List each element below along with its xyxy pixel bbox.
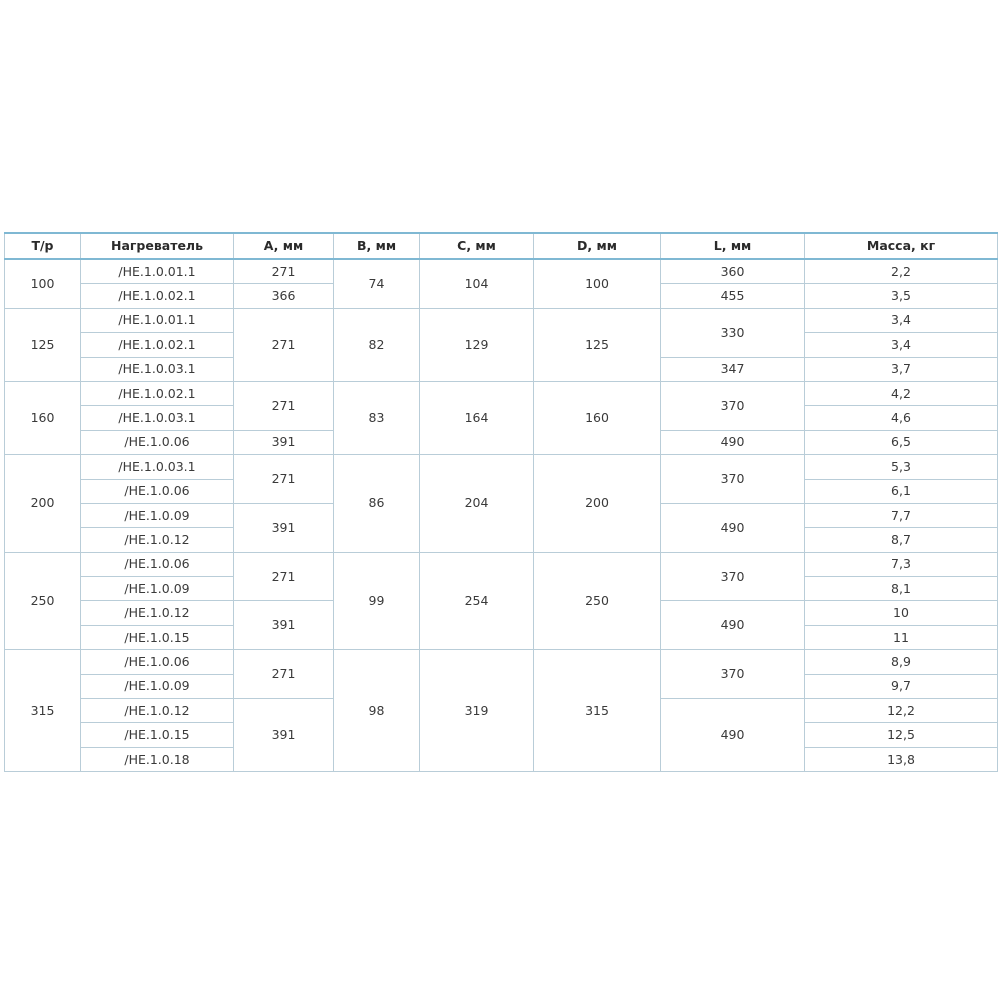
cell-mass: 12,5 [805, 723, 998, 747]
cell-heater: /HE.1.0.03.1 [81, 357, 234, 381]
cell-mass: 3,5 [805, 284, 998, 308]
cell-mass: 2,2 [805, 259, 998, 284]
table-row [5, 455, 998, 479]
header-d: D, мм [534, 233, 661, 259]
cell-a: 271 [234, 308, 334, 381]
cell-d: 125 [534, 308, 661, 381]
cell-mass: 11 [805, 625, 998, 649]
cell-mass: 8,7 [805, 528, 998, 552]
cell-b: 74 [334, 259, 420, 308]
cell-l: 370 [661, 650, 805, 699]
header-mass: Масса, кг [805, 233, 998, 259]
cell-l: 347 [661, 357, 805, 381]
table-row [5, 552, 998, 576]
table-row [5, 381, 998, 405]
cell-c: 129 [420, 308, 534, 381]
table-header [5, 233, 998, 259]
cell-mass: 4,2 [805, 381, 998, 405]
cell-l: 490 [661, 430, 805, 454]
cell-l: 490 [661, 699, 805, 772]
cell-l: 490 [661, 503, 805, 552]
cell-l: 490 [661, 601, 805, 650]
cell-a: 391 [234, 503, 334, 552]
header-b: B, мм [334, 233, 420, 259]
cell-heater: /HE.1.0.03.1 [81, 406, 234, 430]
cell-heater: /HE.1.0.09 [81, 503, 234, 527]
cell-heater: /HE.1.0.01.1 [81, 308, 234, 332]
header-row [5, 233, 998, 259]
cell-c: 319 [420, 650, 534, 772]
cell-d: 250 [534, 552, 661, 650]
cell-heater: /HE.1.0.12 [81, 601, 234, 625]
cell-b: 98 [334, 650, 420, 772]
cell-mass: 8,1 [805, 577, 998, 601]
cell-heater: /HE.1.0.09 [81, 577, 234, 601]
cell-tr: 100 [5, 259, 81, 308]
cell-mass: 6,1 [805, 479, 998, 503]
cell-mass: 3,4 [805, 333, 998, 357]
cell-c: 254 [420, 552, 534, 650]
cell-l: 370 [661, 455, 805, 504]
cell-mass: 7,3 [805, 552, 998, 576]
header-a: A, мм [234, 233, 334, 259]
cell-a: 391 [234, 601, 334, 650]
cell-heater: /HE.1.0.06 [81, 552, 234, 576]
table-row [5, 650, 998, 674]
cell-mass: 3,7 [805, 357, 998, 381]
cell-d: 315 [534, 650, 661, 772]
cell-a: 271 [234, 650, 334, 699]
cell-l: 370 [661, 381, 805, 430]
cell-heater: /HE.1.0.18 [81, 747, 234, 771]
cell-b: 99 [334, 552, 420, 650]
table-row [5, 259, 998, 284]
table-row [5, 308, 998, 332]
cell-l: 370 [661, 552, 805, 601]
cell-a: 271 [234, 455, 334, 504]
cell-heater: /HE.1.0.06 [81, 650, 234, 674]
cell-d: 160 [534, 381, 661, 454]
cell-mass: 9,7 [805, 674, 998, 698]
cell-heater: /HE.1.0.12 [81, 699, 234, 723]
cell-a: 391 [234, 430, 334, 454]
cell-c: 104 [420, 259, 534, 308]
spec-table [4, 232, 998, 772]
cell-d: 200 [534, 455, 661, 553]
cell-tr: 160 [5, 381, 81, 454]
cell-b: 83 [334, 381, 420, 454]
cell-mass: 8,9 [805, 650, 998, 674]
cell-a: 271 [234, 259, 334, 284]
cell-mass: 3,4 [805, 308, 998, 332]
cell-heater: /HE.1.0.02.1 [81, 333, 234, 357]
cell-tr: 250 [5, 552, 81, 650]
cell-heater: /HE.1.0.02.1 [81, 284, 234, 308]
cell-heater: /HE.1.0.06 [81, 479, 234, 503]
cell-tr: 200 [5, 455, 81, 553]
header-heater: Нагреватель [81, 233, 234, 259]
cell-a: 271 [234, 381, 334, 430]
cell-a: 366 [234, 284, 334, 308]
cell-tr: 125 [5, 308, 81, 381]
cell-mass: 7,7 [805, 503, 998, 527]
cell-c: 204 [420, 455, 534, 553]
cell-l: 360 [661, 259, 805, 284]
cell-heater: /HE.1.0.02.1 [81, 381, 234, 405]
cell-b: 86 [334, 455, 420, 553]
cell-b: 82 [334, 308, 420, 381]
cell-heater: /HE.1.0.01.1 [81, 259, 234, 284]
table-body [5, 259, 998, 772]
cell-heater: /HE.1.0.06 [81, 430, 234, 454]
cell-l: 330 [661, 308, 805, 357]
cell-heater: /HE.1.0.12 [81, 528, 234, 552]
header-tr: Т/р [5, 233, 81, 259]
header-c: C, мм [420, 233, 534, 259]
cell-mass: 12,2 [805, 699, 998, 723]
cell-tr: 315 [5, 650, 81, 772]
header-l: L, мм [661, 233, 805, 259]
cell-mass: 5,3 [805, 455, 998, 479]
cell-a: 391 [234, 699, 334, 772]
cell-c: 164 [420, 381, 534, 454]
cell-heater: /HE.1.0.15 [81, 723, 234, 747]
cell-l: 455 [661, 284, 805, 308]
cell-a: 271 [234, 552, 334, 601]
cell-heater: /HE.1.0.15 [81, 625, 234, 649]
cell-mass: 13,8 [805, 747, 998, 771]
cell-mass: 10 [805, 601, 998, 625]
cell-mass: 6,5 [805, 430, 998, 454]
cell-d: 100 [534, 259, 661, 308]
cell-mass: 4,6 [805, 406, 998, 430]
cell-heater: /HE.1.0.03.1 [81, 455, 234, 479]
cell-heater: /HE.1.0.09 [81, 674, 234, 698]
